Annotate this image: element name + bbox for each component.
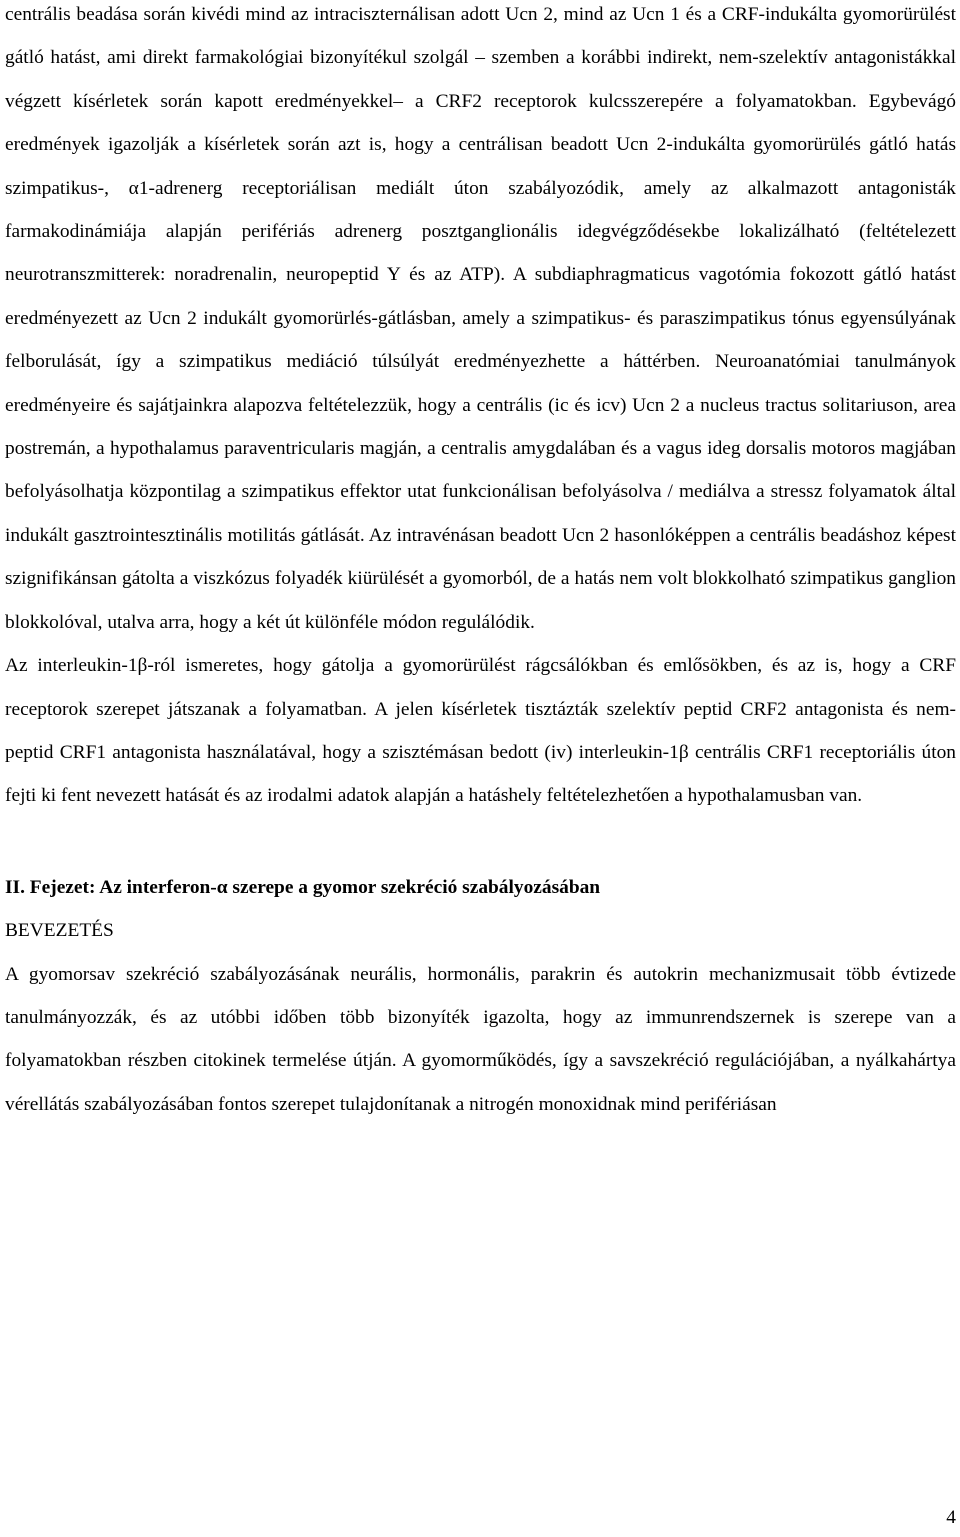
body-paragraph-3: A gyomorsav szekréció szabályozásának neurális, hormonális, parakrin és autokrin mechanizmusait több évtizede tanulmányozzák, és az utóbbi időben több bizonyíték igazolta, hogy az immunrendszernek is szerepe van a folyamatokban részben citokinek termelése útján. A gyomorműködés, így a savszekréció regulációjában, a nyálkahártya vérellátás szabályozásában fontos szerepet tulajdonítanak a nitrogén monoxidnak mind perifériásan bbox=[5, 963, 956, 1115]
chapter-title: II. Fejezet: Az interferon-α szerepe a gyomor szekréció szabályozásában bbox=[5, 876, 601, 898]
body-paragraph-1: centrális beadása során kivédi mind az intraciszternálisan adott Ucn 2, mind az Ucn 1 és a CRF-indukálta gyomorürülést gátló hatást, ami direkt farmakológiai bizonyítékul szolgál – szemben a korábbi indirekt, nem-szelektív antagonistákkal végzett kísérletek során kapott eredményekkel– a CRF2 receptorok kulcsszerepére a folyamatokban. Egybevágó eredmények igazolják a kísérletek során azt is, hogy a centrálisan beadott Ucn 2-indukálta gyomorürülés gátló hatás szimpatikus-, α1-adrenerg receptoriálisan mediált úton szabályozódik, amely az alkalmazott antagonisták farmakodinámiája alapján perifériás adrenerg posztganglionális idegvégződésekbe lokalizálható (feltételezett neurotranszmitterek: noradrenalin, neuropeptid Y és az ATP). A subdiaphragmaticus vagotómia fokozott gátló hatást eredményezett az Ucn 2 indukált gyomorürlés-gátlásban, amely a szimpatikus- és paraszimpatikus tónus egyensúlyának felborulását, így a szimpatikus mediáció túlsúlyát eredményezhette a háttérben. Neuroanatómiai tanulmányok eredményeire és sajátjainkra alapozva feltételezzük, hogy a centrális (ic és icv) Ucn 2 a nucleus tractus solitariuson, area postremán, a hypothalamus paraventricularis magján, a centralis amygdalában és a vagus ideg dorsalis motoros magjában befolyásolhatja központilag a szimpatikus effektor utat funkcionálisan befolyásolva / mediálva a stressz folyamatok által indukált gasztrointesztinális motilitás gátlását. Az intravénásan beadott Ucn 2 hasonlóképpen a centrális beadáshoz képest szignifikánsan gátolta a viszkózus folyadék kiürülését a gyomorból, de a hatás nem volt blokkolható szimpatikus ganglion blokkolóval, utalva arra, hogy a két út különféle módon regulálódik. bbox=[5, 4, 956, 633]
page-number: 4 bbox=[946, 1507, 956, 1528]
body-paragraph-2: Az interleukin-1β-ról ismeretes, hogy gátolja a gyomorürülést rágcsálókban és emlősökben, és az is, hogy a CRF receptorok szerepet játszanak a folyamatban. A jelen kísérletek tisztázták szelektív peptid CRF2 antagonista és nem-peptid CRF1 antagonista használatával, hogy a szisztémásan bedott (iv) interleukin-1β centrális CRF1 receptoriális úton fejti ki fent nevezett hatását és az irodalmi adatok alapján a hatáshely feltételezhetően a hypothalamusban van. bbox=[5, 655, 956, 807]
section-heading: BEVEZETÉS bbox=[5, 920, 114, 942]
document-page bbox=[5, 0, 956, 1126]
